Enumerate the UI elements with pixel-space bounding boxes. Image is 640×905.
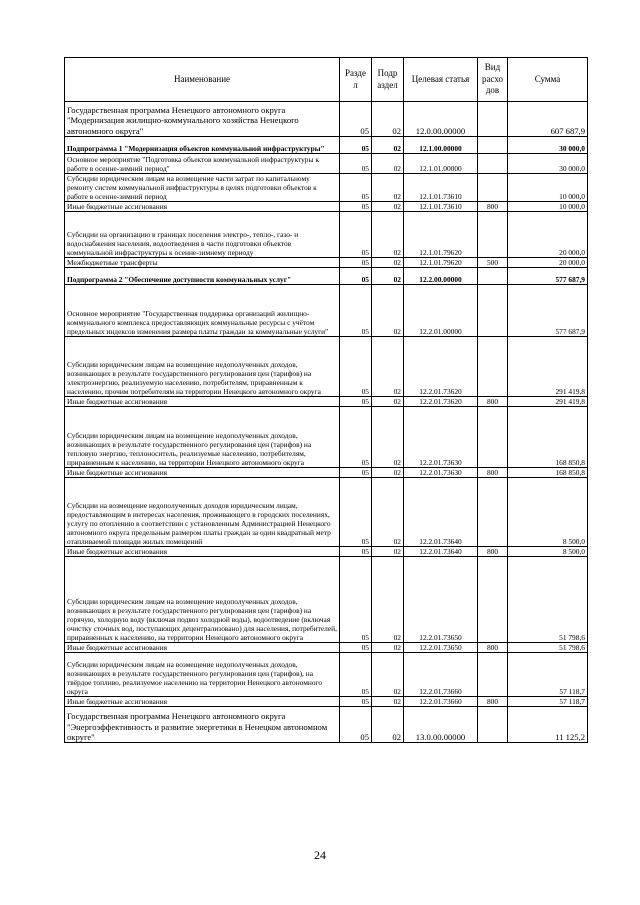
table-body [65,102,588,743]
row-subsection: 02 [372,154,404,174]
row-name: Субсидии юридическим лицам на возмещение недополученных доходов, возникающих в результате государственного регулирования цен (тарифов) на горячую, холодную воду (включая подвоз холодной воды), водоотведение (включая очистку сточных вод, поступающих децентрализовано) для населения, потребителей, приравненных к населению, на территории Ненецкого автономного округа [65,557,340,643]
row-section: 05 [340,285,372,337]
row-expense-type: 800 [478,697,508,707]
row-amount: 168 850,8 [508,407,588,468]
row-section: 05 [340,154,372,174]
row-target: 12.2.01.73650 [404,643,478,653]
table-row [65,397,588,407]
row-target: 12.2.01.73640 [404,547,478,557]
row-subsection: 02 [372,174,404,202]
row-subsection: 02 [372,337,404,397]
row-name: Основное мероприятие "Государственная поддержка организаций жилищно-коммунального комплекса предоставляющих коммунальные ресурсы с учётом предельных индексов изменения размера платы граждан за коммунальные услуги" [65,285,340,337]
table-row [65,468,588,478]
row-expense-type [478,337,508,397]
table-row [65,102,588,137]
row-section: 05 [340,468,372,478]
row-section: 05 [340,202,372,212]
table-row [65,337,588,397]
row-expense-type: 500 [478,258,508,268]
row-target: 12.2.01.73630 [404,468,478,478]
row-expense-type [478,102,508,137]
row-section: 05 [340,268,372,285]
row-expense-type [478,212,508,258]
row-name: Иные бюджетные ассигнования [65,697,340,707]
row-target: 12.2.00.00000 [404,268,478,285]
row-amount: 291 419,8 [508,397,588,407]
row-name: Субсидии юридическим лицам на возмещение недополученных доходов, возникающих в результате государственного регулирования цен (тарифов), на твёрдое топливо, реализуемое населению на территории Ненецкого автономного округа [65,653,340,697]
row-target: 12.2.01.73660 [404,653,478,697]
row-section: 05 [340,653,372,697]
row-target: 12.1.01.79620 [404,258,478,268]
row-expense-type: 800 [478,547,508,557]
table-row [65,557,588,643]
table-row [65,547,588,557]
table-row [65,707,588,743]
row-amount: 51 798,6 [508,557,588,643]
row-name: Субсидии на организацию в границах поселения электро-, тепло-, газо- и водоснабжения населения, водоотведения в части подготовки объектов коммунальной инфраструктуры к осенне-зимнему периоду [65,212,340,258]
row-expense-type: 800 [478,397,508,407]
row-target: 12.1.01.79620 [404,212,478,258]
row-subsection: 02 [372,202,404,212]
row-subsection: 02 [372,697,404,707]
header-expense-type: Вид расхо дов [478,58,508,102]
row-expense-type [478,557,508,643]
row-section: 05 [340,707,372,743]
header-amount: Сумма [508,58,588,102]
row-amount: 11 125,2 [508,707,588,743]
row-expense-type [478,137,508,154]
row-expense-type [478,174,508,202]
row-name: Субсидии на возмещение недополученных доходов юридическим лицам, предоставляющим в интересах населения, проживающего в городских поселениях, услугу по отоплению в соответствии с установленным Администрацией Ненецкого автономного округа предельным размером платы граждан за один квадратный метр отапливаемой площади жилых помещений [65,478,340,547]
table-row [65,643,588,653]
row-expense-type [478,478,508,547]
row-name: Иные бюджетные ассигнования [65,643,340,653]
row-expense-type: 800 [478,468,508,478]
row-amount: 10 000,0 [508,202,588,212]
row-name: Государственная программа Ненецкого автономного округа "Энергоэффективность и развитие энергетики в Ненецком автономном округе" [65,707,340,743]
row-amount: 51 798,6 [508,643,588,653]
row-expense-type: 800 [478,643,508,653]
row-section: 05 [340,478,372,547]
row-subsection: 02 [372,557,404,643]
row-expense-type [478,407,508,468]
row-target: 12.1.01.00000 [404,154,478,174]
row-section: 05 [340,397,372,407]
row-section: 05 [340,102,372,137]
row-expense-type: 800 [478,202,508,212]
row-amount: 8 500,0 [508,478,588,547]
row-subsection: 02 [372,653,404,697]
row-amount: 57 118,7 [508,697,588,707]
row-amount: 577 687,9 [508,268,588,285]
row-subsection: 02 [372,137,404,154]
row-name: Иные бюджетные ассигнования [65,397,340,407]
row-subsection: 02 [372,547,404,557]
row-name: Субсидии юридическим лицам на возмещение недополученных доходов, возникающих в результате государственного регулирования цен (тарифов) на тепловую энергию, теплоноситель, реализуемые населению, потребителям, приравненным к населению, на территории Ненецкого автономного округа [65,407,340,468]
row-target: 12.2.01.73650 [404,557,478,643]
row-section: 05 [340,407,372,468]
row-target: 12.2.01.73620 [404,397,478,407]
table-row [65,653,588,697]
row-name: Государственная программа Ненецкого автономного округа "Модернизация жилищно-коммунального хозяйства Ненецкого автономного округа" [65,102,340,137]
row-section: 05 [340,337,372,397]
row-expense-type [478,154,508,174]
budget-table [64,57,588,743]
table-row [65,478,588,547]
row-name: Основное мероприятие "Подготовка объектов коммунальной инфраструктуры к работе в осенне-зимний период" [65,154,340,174]
table-row [65,697,588,707]
row-amount: 10 000,0 [508,174,588,202]
row-amount: 291 419,8 [508,337,588,397]
row-subsection: 02 [372,102,404,137]
row-name: Субсидии юридическим лицам на возмещение недополученных доходов, возникающих в результате государственного регулирования цен (тарифов) на электроэнергию, реализуемую населению, потребителям, приравненным к населению, прочим потребителям на территории Ненецкого автономного округа [65,337,340,397]
row-subsection: 02 [372,397,404,407]
row-target: 12.2.01.73660 [404,697,478,707]
table-row [65,258,588,268]
row-target: 12.2.01.73640 [404,478,478,547]
row-target: 12.0.00.00000 [404,102,478,137]
row-subsection: 02 [372,258,404,268]
row-name: Иные бюджетные ассигнования [65,547,340,557]
table-row [65,268,588,285]
row-amount: 168 850,8 [508,468,588,478]
row-name: Субсидии юридическим лицам на возмещение части затрат по капитальному ремонту систем коммунальной инфраструктуры в целях подготовки объектов к работе в осенне-зимний период [65,174,340,202]
table-row [65,137,588,154]
row-subsection: 02 [372,643,404,653]
row-amount: 30 000,0 [508,137,588,154]
row-subsection: 02 [372,212,404,258]
row-amount: 577 687,9 [508,285,588,337]
row-target: 12.1.01.73610 [404,202,478,212]
row-expense-type [478,268,508,285]
row-subsection: 02 [372,707,404,743]
row-section: 05 [340,137,372,154]
row-expense-type [478,653,508,697]
table-header-row [65,58,588,102]
table-row [65,154,588,174]
header-target: Целевая статья [404,58,478,102]
row-expense-type [478,285,508,337]
row-target: 12.2.01.00000 [404,285,478,337]
row-amount: 20 000,0 [508,258,588,268]
row-section: 05 [340,258,372,268]
row-amount: 30 000,0 [508,154,588,174]
row-section: 05 [340,547,372,557]
row-section: 05 [340,174,372,202]
table-row [65,212,588,258]
header-subsection: Подр аздел [372,58,404,102]
row-section: 05 [340,557,372,643]
table-row [65,202,588,212]
row-section: 05 [340,643,372,653]
row-amount: 8 500,0 [508,547,588,557]
row-expense-type [478,707,508,743]
row-subsection: 02 [372,268,404,285]
row-subsection: 02 [372,407,404,468]
header-section: Разде л [340,58,372,102]
row-target: 12.2.01.73620 [404,337,478,397]
row-amount: 20 000,0 [508,212,588,258]
row-target: 12.1.00.00000 [404,137,478,154]
row-name: Подпрограмма 2 "Обеспечение доступности коммунальных услуг" [65,268,340,285]
row-section: 05 [340,212,372,258]
table-row [65,174,588,202]
row-target: 12.1.01.73610 [404,174,478,202]
row-subsection: 02 [372,468,404,478]
row-target: 13.0.00.00000 [404,707,478,743]
row-section: 05 [340,697,372,707]
row-name: Подпрограмма 1 "Модернизация объектов коммунальной инфраструктуры" [65,137,340,154]
row-amount: 57 118,7 [508,653,588,697]
table-row [65,407,588,468]
row-name: Иные бюджетные ассигнования [65,468,340,478]
page-number: 24 [314,848,326,862]
header-name: Наименование [65,58,340,102]
row-subsection: 02 [372,478,404,547]
row-subsection: 02 [372,285,404,337]
row-target: 12.2.01.73630 [404,407,478,468]
row-amount: 607 687,9 [508,102,588,137]
row-name: Иные бюджетные ассигнования [65,202,340,212]
table-row [65,285,588,337]
row-name: Межбюджетные трансферты [65,258,340,268]
